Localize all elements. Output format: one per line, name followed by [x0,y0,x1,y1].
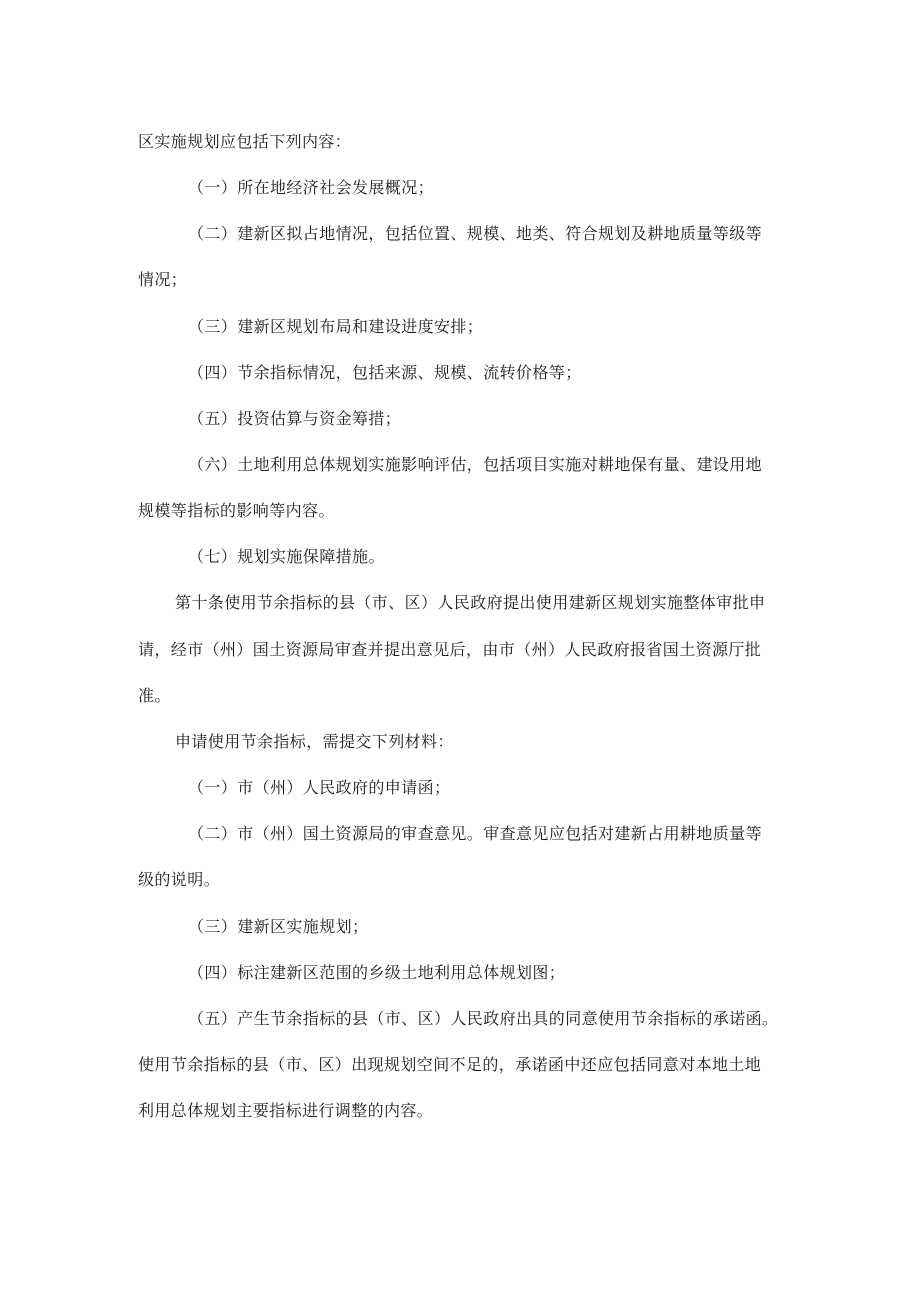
text-line: （三）建新区规划布局和建设进度安排； [188,317,484,336]
text-line: （三）建新区实施规划； [188,917,369,936]
text-line: （六）土地利用总体规划实施影响评估，包括项目实施对耕地保有量、建设用地 [188,455,763,474]
text-line: 利用总体规划主要指标进行调整的内容。 [138,1101,434,1120]
text-line: 使用节余指标的县（市、区）出现规划空间不足的，承诺函中还应包括同意对本地土地 [138,1055,762,1074]
text-line: （五）投资估算与资金筹措； [188,409,402,428]
text-line: （四）节余指标情况，包括来源、规模、流转价格等； [188,363,582,382]
text-line: （一）市（州）人民政府的申请函； [188,778,451,797]
text-line: 区实施规划应包括下列内容： [138,132,352,151]
text-line: （七）规划实施保障措施。 [188,547,385,566]
text-line: （二）建新区拟占地情况，包括位置、规模、地类、符合规划及耕地质量等级等 [188,224,763,243]
text-line: 申请使用节余指标，需提交下列材料： [175,732,454,751]
text-line: 准。 [138,686,171,705]
text-line: （五）产生节余指标的县（市、区）人民政府出具的同意使用节余指标的承诺函。 [188,1009,779,1028]
text-line: 请，经市（州）国土资源局审查并提出意见后，由市（州）人民政府报省国土资源厅批 [138,640,762,659]
text-line: （一）所在地经济社会发展概况； [188,178,435,197]
text-line: 第十条使用节余指标的县（市、区）人民政府提出使用建新区规划实施整体审批申 [175,593,766,612]
text-line: （二）市（州）国土资源局的审查意见。审查意见应包括对建新占用耕地质量等 [188,824,763,843]
text-line: （四）标注建新区范围的乡级土地利用总体规划图； [188,963,566,982]
text-line: 级的说明。 [138,870,221,889]
text-line: 规模等指标的影响等内容。 [138,501,335,520]
text-line: 情况； [138,270,188,289]
